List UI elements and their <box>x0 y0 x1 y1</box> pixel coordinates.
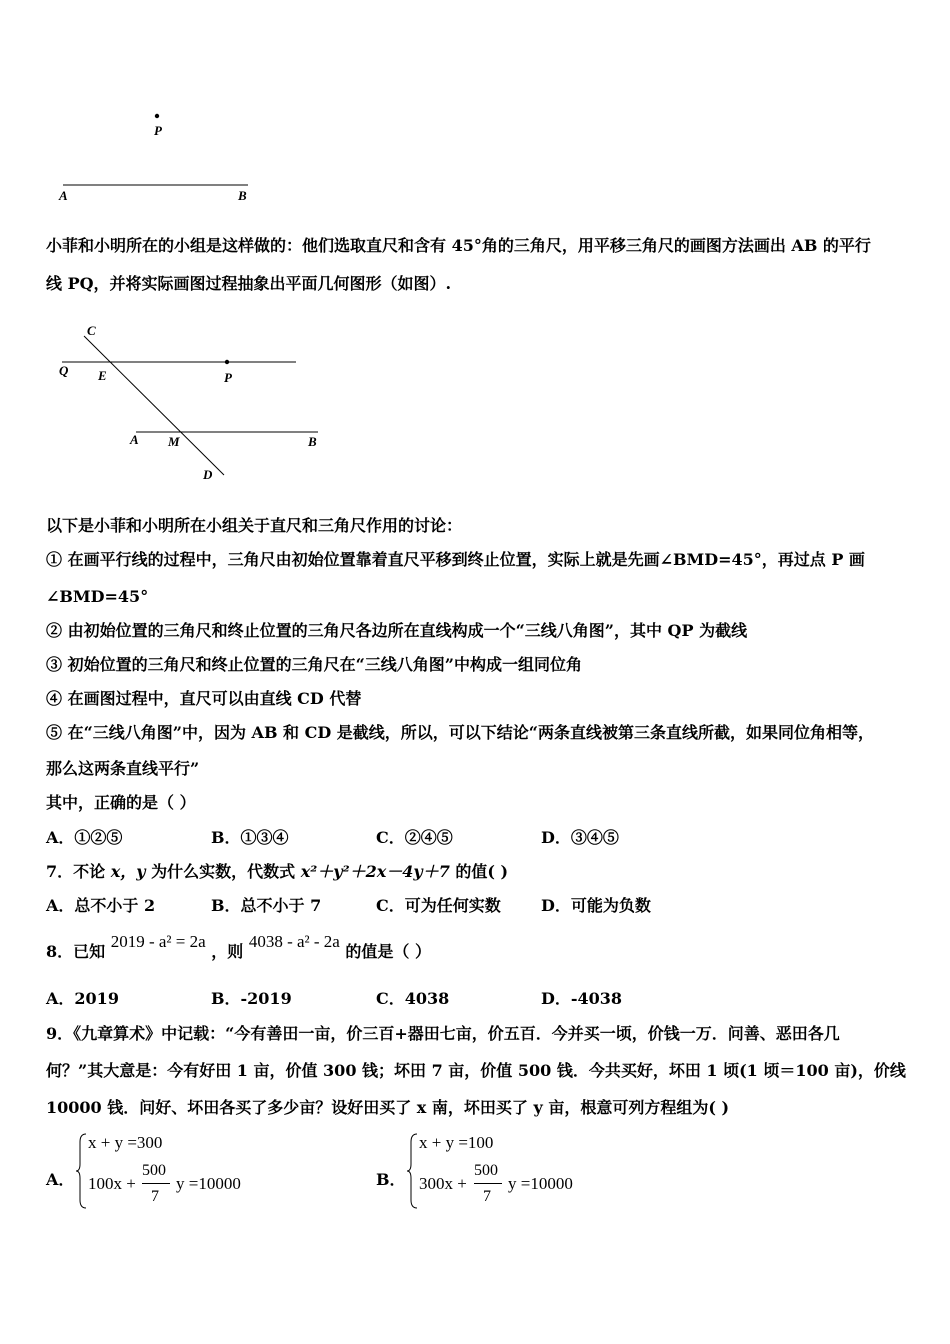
point-p-dot <box>155 114 159 118</box>
discussion-title: 以下是小菲和小明所在小组关于直尺和三角尺作用的讨论： <box>46 516 463 535</box>
q6-option-c: C．②④⑤ <box>376 828 453 847</box>
q8-mid: ，则 <box>211 942 244 961</box>
q7-stem-post: 的值( ) <box>455 862 509 881</box>
q7-option-d: D．可能为负数 <box>541 896 651 915</box>
label-a: A <box>59 188 68 203</box>
label-d: D <box>203 467 213 482</box>
q9-option-b-eq2-right: y =10000 <box>508 1174 573 1193</box>
q9-option-a-frac-den: 7 <box>151 1188 159 1205</box>
q7-expression: x²＋y²＋2x－4y＋7 <box>300 862 450 881</box>
q9-line-1: 9．《九章算术》中记载：“今有善田一亩，价三百+器田七亩，价五百．今并买一顷，价钱一万．问善、恶田各几 <box>46 1024 840 1043</box>
q7-vars: x，y <box>110 862 146 881</box>
q7-option-b: B．总不小于 7 <box>211 896 322 915</box>
label-p: P <box>154 123 162 138</box>
q9-option-b-eq2-left: 300x + <box>419 1174 467 1193</box>
q8-option-d: D．-4038 <box>541 989 623 1008</box>
label-a: A <box>130 432 139 447</box>
intro-line-1: 小菲和小明所在的小组是这样做的：他们选取直尺和含有 45°角的三角尺，用平移三角尺的画图方法画出 AB 的平行 <box>46 236 871 255</box>
q8-stem <box>46 932 431 962</box>
q6-option-a: A．①②⑤ <box>46 828 123 847</box>
q7-stem-mid: 为什么实数，代数式 <box>151 862 296 881</box>
label-b: B <box>238 188 247 203</box>
q9-line-3: 10000 钱．问好、坏田各买了多少亩？设好田买了 x 南，坏田买了 y 亩，根意可列方程组为( ) <box>46 1098 730 1117</box>
q8-expression: 4038 - a² - 2a <box>248 932 340 951</box>
q9-option-a-eq2-right: y =10000 <box>176 1174 241 1193</box>
discussion-item-2: ② 由初始位置的三角尺和终止位置的三角尺各边所在直线构成一个“三线八角图”，其中 QP 为截线 <box>46 621 748 640</box>
discussion-item-1b: ∠BMD=45° <box>46 587 149 606</box>
q9-option-b-frac-bar <box>474 1183 502 1184</box>
discussion-item-4: ④ 在画图过程中，直尺可以由直线 CD 代替 <box>46 689 362 708</box>
label-e: E <box>98 368 107 383</box>
q9-option-a-eq1: x + y =300 <box>88 1133 163 1152</box>
q8-post: 的值是（ ） <box>345 942 431 961</box>
label-c: C <box>87 323 96 338</box>
label-q: Q <box>59 363 69 378</box>
q9-option-a-label: A． <box>46 1170 75 1189</box>
q9-line-2: 何？”其大意是：今有好田 1 亩，价值 300 钱；坏田 7 亩，价值 500 钱．今共买好，坏田 1 顷(1 顷＝100 亩)，价线 <box>46 1061 906 1080</box>
discussion-item-3: ③ 初始位置的三角尺和终止位置的三角尺在“三线八角图”中构成一组同位角 <box>46 655 582 674</box>
discussion-item-5a: ⑤ 在“三线八角图”中，因为 AB 和 CD 是截线，所以，可以下结论“两条直线被第三条直线所截，如果同位角相等， <box>46 723 875 742</box>
label-b: B <box>308 434 317 449</box>
q9-option-b-label: B． <box>376 1170 406 1189</box>
discussion-ask: 其中，正确的是（ ） <box>46 793 196 812</box>
q8-pre: 8．已知 <box>46 942 106 961</box>
q9-option-a-eq2-left: 100x + <box>88 1174 136 1193</box>
q9-option-b-frac-num: 500 <box>474 1162 498 1179</box>
q8-option-c: C．4038 <box>376 989 450 1008</box>
q9-option-b-eq1: x + y =100 <box>419 1133 494 1152</box>
figure-point-p-line-ab <box>50 105 270 210</box>
discussion-item-1a: ① 在画平行线的过程中，三角尺由初始位置靠着直尺平移到终止位置，实际上就是先画∠BMD=45°，再过点 P 画 <box>46 550 865 569</box>
q9-option-b-frac-den: 7 <box>483 1188 491 1205</box>
q7-option-a: A．总不小于 2 <box>46 896 156 915</box>
q7-option-c: C．可为任何实数 <box>376 896 501 915</box>
q9-option-a-frac-bar <box>142 1183 170 1184</box>
discussion-item-5b: 那么这两条直线平行” <box>46 759 200 778</box>
q7-stem <box>46 862 508 882</box>
q7-stem-pre: 7．不论 <box>46 862 106 881</box>
intro-line-2: 线 PQ，并将实际画图过程抽象出平面几何图形（如图）. <box>46 274 452 293</box>
label-m: M <box>168 434 180 449</box>
q9-option-a-frac-num: 500 <box>142 1162 166 1179</box>
point-p-dot <box>225 360 229 364</box>
figure-parallel-construction <box>50 320 340 490</box>
q8-given-equation: 2019 - a² = 2a <box>110 932 206 951</box>
q8-option-a: A．2019 <box>46 989 119 1008</box>
q6-option-b: B．①③④ <box>211 828 289 847</box>
transversal-cd <box>84 336 224 475</box>
q9-option-b-brace <box>407 1132 419 1210</box>
q8-option-b: B．-2019 <box>211 989 292 1008</box>
q9-option-a-brace <box>76 1132 88 1210</box>
q6-option-d: D．③④⑤ <box>541 828 619 847</box>
label-p: P <box>224 370 232 385</box>
